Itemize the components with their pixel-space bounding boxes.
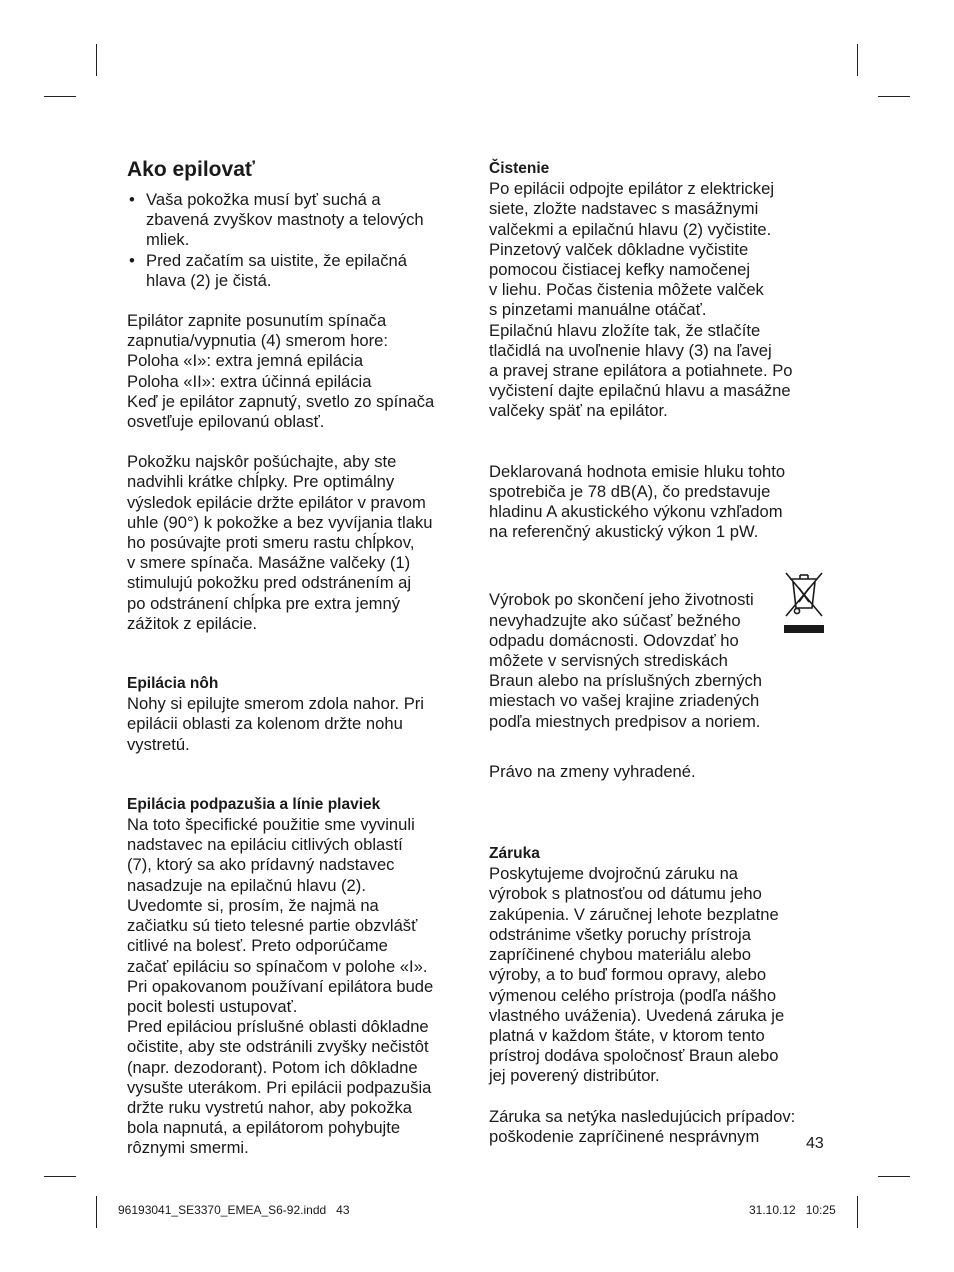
text-line: Pred epiláciou príslušné oblasti dôkladne xyxy=(127,1017,429,1037)
page-number: 43 xyxy=(806,1135,824,1152)
text-line: Pokožku najskôr pošúchajte, aby ste xyxy=(127,452,397,472)
text-line: Pinzetový valček dôkladne vyčistite xyxy=(489,239,749,259)
text-line: pocit bolesti ustupovať. xyxy=(127,996,298,1016)
text-line: nadstavec na epiláciu citlivých oblastí xyxy=(127,835,403,855)
text-line: začať epiláciu so spínačom v polohe «I». xyxy=(127,956,428,976)
text-line: (7), ktorý sa ako prídavný nadstavec xyxy=(127,855,395,875)
underarm-paragraph xyxy=(127,815,472,1158)
text-line: Poskytujeme dvojročnú záruku na xyxy=(489,864,739,884)
legs-paragraph xyxy=(127,694,472,755)
text-line: Výrobok po skončení jeho životnosti xyxy=(489,590,754,610)
text-line: bola napnutá, a epilátorom pohybujte xyxy=(127,1118,401,1138)
text-line: Právo na zmeny vyhradené. xyxy=(489,761,696,781)
text-line: odstránime všetky poruchy prístroja xyxy=(489,924,751,944)
text-line: očistite, aby ste odstránili zvyšky nečistôt xyxy=(127,1037,429,1057)
footer-date: 31.10.12 10:25 xyxy=(749,1203,836,1217)
text-line: poškodenie zapríčinené nesprávnym xyxy=(489,1126,760,1146)
text-line: Deklarovaná hodnota emisie hluku tohto xyxy=(489,461,786,481)
text-line: Epilačnú hlavu zložíte tak, že stlačíte xyxy=(489,320,761,340)
text-line: začiatku sú tieto telesné partie obzvlášť xyxy=(127,916,418,936)
text-line: výmenou celého prístroja (podľa nášho xyxy=(489,985,777,1005)
text-line: výroby, a to buď formou opravy, alebo xyxy=(489,965,767,985)
text-line: jej poverený distribútor. xyxy=(489,1066,660,1086)
rights-paragraph xyxy=(489,762,834,782)
crossed-out-wheelie-bin-icon xyxy=(784,570,824,636)
text-line: Po epilácii odpojte epilátor z elektrickej xyxy=(489,179,775,199)
crop-mark xyxy=(96,44,97,76)
text-line: valčeky späť na epilátor. xyxy=(489,401,668,421)
text-line: mliek. xyxy=(146,230,190,250)
text-line: • Pred začatím sa uistite, že epilačná xyxy=(146,250,408,270)
text-line: zbavená zvyškov mastnoty a telových xyxy=(146,210,424,230)
text-line: vystretú. xyxy=(127,734,190,754)
text-line: siete, zložte nadstavec s masážnymi xyxy=(489,199,759,219)
text-line: stimulujú pokožku pred odstránením aj xyxy=(127,573,412,593)
text-line: hladinu A akustického výkonu vzhľadom xyxy=(489,502,783,522)
warranty-heading: Záruka xyxy=(489,845,540,863)
technique-paragraph xyxy=(127,452,472,634)
text-line: uhle (90°) k pokožke a bez vyvíjania tlaku xyxy=(127,512,433,532)
section-title: Ako epilovať xyxy=(127,158,255,181)
noise-paragraph xyxy=(489,462,834,543)
text-line: nadvihli krátke chĺpky. Pre optimálny xyxy=(127,472,395,492)
text-line: spotrebiča je 78 dB(A), čo predstavuje xyxy=(489,481,771,501)
text-line: nasadzuje na epilačnú hlavu (2). xyxy=(127,875,366,895)
text-line: Epilátor zapnite posunutím spínača xyxy=(127,311,387,331)
text-line: Na toto špecifické použitie sme vyvinuli xyxy=(127,815,415,835)
crop-mark xyxy=(878,96,910,97)
text-line: odpadu domácnosti. Odovzdať ho xyxy=(489,630,739,650)
text-line: miestach vo vašej krajine zriadených xyxy=(489,691,760,711)
text-line: tlačidlá na uvoľnenie hlavy (3) na ľavej xyxy=(489,340,772,360)
text-line: v liehu. Počas čistenia môžete valček xyxy=(489,280,764,300)
bullet-item xyxy=(127,190,472,251)
crop-mark xyxy=(857,44,858,76)
crop-mark xyxy=(96,1196,97,1228)
text-line: zakúpenia. V záručnej lehote bezplatne xyxy=(489,904,779,924)
text-line: hlava (2) je čistá. xyxy=(146,270,272,290)
text-line: rôznymi smermi. xyxy=(127,1138,249,1158)
crop-mark xyxy=(44,96,76,97)
crop-mark xyxy=(44,1176,76,1177)
text-line: zapríčinené chybou materiálu alebo xyxy=(489,945,751,965)
text-line: zážitok z epilácie. xyxy=(127,613,258,633)
text-line: vyčistení dajte epilačnú hlavu a masážne xyxy=(489,381,791,401)
cleaning-paragraph xyxy=(489,179,834,421)
text-line: výsledok epilácie držte epilátor v pravom xyxy=(127,492,426,512)
disposal-paragraph xyxy=(489,590,834,731)
text-line: ho posúvajte proti smeru rastu chĺpkov, xyxy=(127,533,415,553)
text-line: platná v každom štáte, v ktorom tento xyxy=(489,1025,765,1045)
text-line: (napr. dezodorant). Potom ich dôkladne xyxy=(127,1057,418,1077)
text-line: Braun alebo na príslušných zberných xyxy=(489,671,763,691)
left-column xyxy=(127,156,472,1159)
text-line: v smere spínača. Masážne valčeky (1) xyxy=(127,553,411,573)
text-line: osvetľuje epilovanú oblasť. xyxy=(127,412,325,432)
text-line: epilácii oblasti za kolenom držte nohu xyxy=(127,714,403,734)
text-line: vlastného uváženia). Uvedená záruka je xyxy=(489,1005,785,1025)
text-line: Pri opakovanom používaní epilátora bude xyxy=(127,976,434,996)
switch-paragraph xyxy=(127,311,472,432)
text-line: Uvedomte si, prosím, že najmä na xyxy=(127,895,379,915)
crop-mark xyxy=(878,1176,910,1177)
crop-mark xyxy=(857,1196,858,1228)
text-line: Poloha «I»: extra jemná epilácia xyxy=(127,351,364,371)
bullet-item xyxy=(127,251,472,291)
text-line: výrobok s platnosťou od dátumu jeho xyxy=(489,884,762,904)
text-line: držte ruku vystretú nahor, aby pokožka xyxy=(127,1097,413,1117)
exclusions-paragraph xyxy=(489,1107,834,1147)
text-line: Nohy si epilujte smerom zdola nahor. Pri xyxy=(127,694,424,714)
text-line: citlivé na bolesť. Preto odporúčame xyxy=(127,936,388,956)
warranty-paragraph xyxy=(489,864,834,1086)
text-line: nevyhadzujte ako súčasť bežného xyxy=(489,610,741,630)
text-line: vysušte uterákom. Pri epilácii podpazušia xyxy=(127,1077,432,1097)
cleaning-heading: Čistenie xyxy=(489,160,550,177)
text-line: po odstránení chĺpka pre extra jemný xyxy=(127,593,401,613)
text-line: Poloha «II»: extra účinná epilácia xyxy=(127,371,372,391)
text-line: • Vaša pokožka musí byť suchá a xyxy=(146,190,381,209)
legs-heading: Epilácia nôh xyxy=(127,675,219,693)
text-line: Záruka sa netýka nasledujúcich prípadov: xyxy=(489,1106,796,1126)
text-line: prístroj dodáva spoločnosť Braun alebo xyxy=(489,1046,779,1066)
text-line: na referenčný akustický výkon 1 pW. xyxy=(489,522,759,542)
text-line: a pravej strane epilátora a potiahnete. Po xyxy=(489,361,793,381)
text-line: pomocou čistiacej kefky namočenej xyxy=(489,260,751,280)
right-column xyxy=(489,156,834,1147)
underarm-heading: Epilácia podpazušia a línie plaviek xyxy=(127,795,381,813)
text-line: môžete v servisných strediskách xyxy=(489,651,728,671)
text-line: s pinzetami manuálne otáčať. xyxy=(489,300,707,320)
prep-bullets xyxy=(127,190,472,291)
text-line: valčekmi a epilačnú hlavu (2) vyčistite. xyxy=(489,219,772,239)
footer-file-info: 96193041_SE3370_EMEA_S6-92.indd 43 xyxy=(118,1203,350,1217)
text-line: zapnutia/vypnutia (4) smerom hore: xyxy=(127,331,389,351)
text-line: Keď je epilátor zapnutý, svetlo zo spínača xyxy=(127,391,435,411)
text-line: podľa miestnych predpisov a noriem. xyxy=(489,711,761,731)
